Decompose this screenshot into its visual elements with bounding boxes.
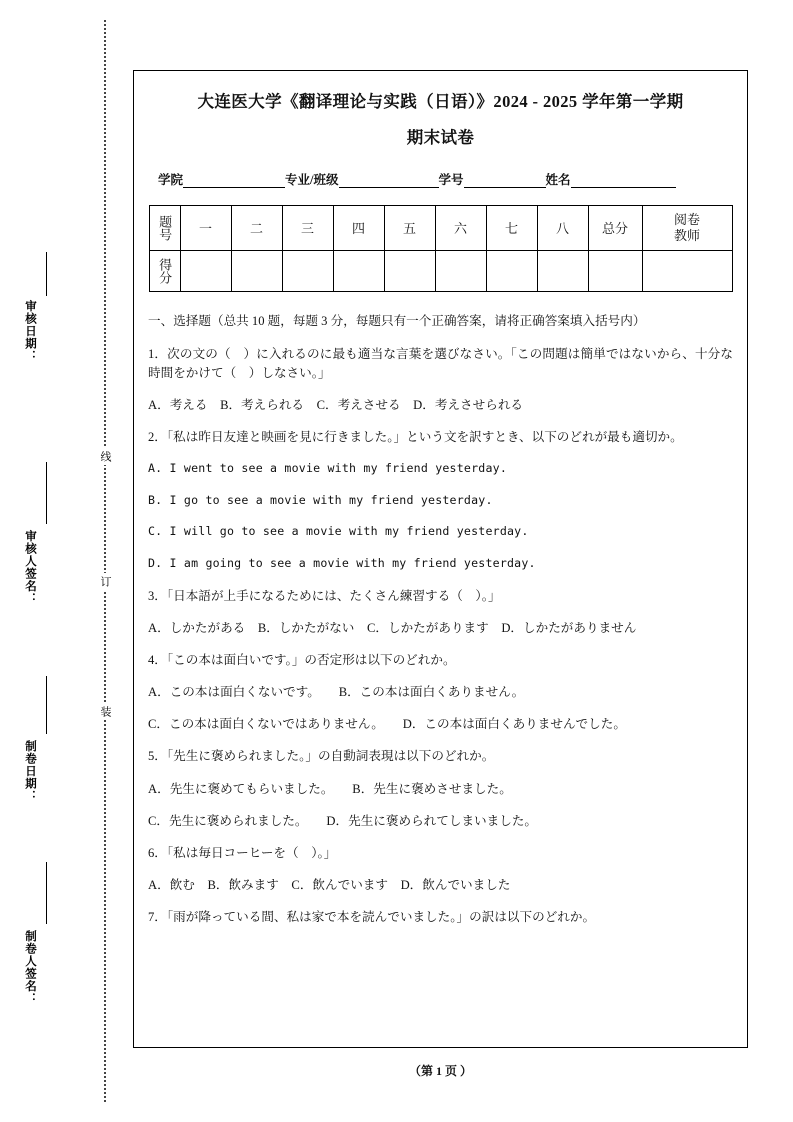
question-2-option-d: D. I am going to see a movie with my friend yesterday. [148,556,536,571]
margin-label-reviewer-signature: 审核人签名： [24,530,36,605]
field-major-class [285,170,438,188]
question-2-option-a: A. I went to see a movie with my friend yesterday. [148,461,508,476]
score-col-7: 七 [486,205,537,250]
field-college-blank[interactable] [183,174,285,188]
field-student-id-label: 学号 [438,172,464,187]
margin-label-producer-signature: 制卷人签名： [24,930,36,1005]
question-3-options: A．しかたがある B．しかたがない C．しかたがあります D．しかたがありません [148,620,637,635]
score-cell-2[interactable] [231,250,282,291]
question-4-options-ab: A．この本は面白くないです。 B．この本は面白くありません。 [148,685,525,700]
field-college [158,170,285,188]
margin-rule-3 [46,676,47,734]
question-4-options-cd: C．この本は面白くないではありません。 D．この本は面白くありませんでした。 [148,717,626,732]
field-name-label: 姓名 [545,172,571,187]
question-content-area [148,312,733,928]
field-major-class-label: 专业/班级 [285,172,339,187]
score-col-4: 四 [333,205,384,250]
question-5-stem: 5．「先生に褒められました。」の自動詞表現は以下のどれか。 [148,749,495,764]
field-student-id [439,170,546,188]
question-3-stem: 3．「日本語が上手になるためには、たくさん練習する（ ）。」 [148,588,501,603]
score-cell-4[interactable] [333,250,384,291]
score-col-5: 五 [384,205,435,250]
score-cell-grader[interactable] [642,250,732,291]
score-col-total: 总分 [588,205,642,250]
section-heading: 一、选择题（总共 10 题，每题 3 分，每题只有一个正确答案，请将正确答案填入括号内） [148,313,646,328]
score-col-2: 二 [231,205,282,250]
field-college-label: 学院 [158,172,184,187]
exam-title-line-2: 期末试卷 [406,127,475,147]
score-cell-6[interactable] [435,250,486,291]
grader-label-line-2: 教师 [673,227,700,243]
page-footer: （第 1 页 ） [408,1064,472,1078]
score-table-header-row [149,205,732,250]
grader-label-stack [643,212,732,243]
exam-title-line-1: 大连医大学《翻译理论与实践（日语）》2024 - 2025 学年第一学期 [197,92,684,111]
binding-dotted-line [104,20,106,1102]
question-5-options-ab: A．先生に褒めてもらいました。 B．先生に褒めさせました。 [148,781,512,796]
question-6-stem: 6．「私は毎日コーヒーを（ ）。」 [148,845,337,860]
question-2-option-c: C. I will go to see a movie with my friend yesterday. [148,524,529,539]
score-table-row-label-question [149,205,180,250]
score-cell-3[interactable] [282,250,333,291]
score-label-char-2: 得分 [157,257,173,284]
margin-label-production-date: 制卷日期： [24,740,36,803]
field-student-id-blank[interactable] [464,174,546,188]
student-info-row [158,170,723,188]
score-cell-7[interactable] [486,250,537,291]
question-5-options-cd: C．先生に褒められました。 D．先生に褒められてしまいました。 [148,813,538,828]
score-cell-total[interactable] [588,250,642,291]
score-cell-1[interactable] [180,250,231,291]
score-cell-5[interactable] [384,250,435,291]
margin-rule-1 [46,252,47,296]
exam-paper-frame [133,70,748,1048]
question-6-options: A．飲む B．飲みます C．飲んでいます D．飲んでいました [148,877,511,892]
title-block [134,71,747,148]
score-col-8: 八 [537,205,588,250]
question-1-stem: 1．次の文の（ ）に入れるのに最も適当な言葉を選びなさい。「この問題は簡単ではないから、十分な時間をかけて（ ）しなさい。」 [148,346,733,380]
question-7-stem: 7．「雨が降っている間、私は家で本を読んでいました。」の訳は以下のどれか。 [148,910,596,925]
question-2-option-b: B. I go to see a movie with my friend yesterday. [148,492,493,507]
binding-mark-ding: 订 [97,573,113,590]
grader-label-line-1: 阅卷 [673,212,700,228]
question-1-options: A．考える B．考えられる C．考えさせる D．考えさせられる [148,397,524,412]
score-table-row-label-score [149,250,180,291]
margin-label-review-date: 审核日期： [24,300,36,363]
field-name [546,170,676,188]
margin-rule-2 [46,462,47,524]
field-name-blank[interactable] [571,174,676,188]
binding-mark-xian: 线 [97,448,113,465]
left-margin-annotations [0,0,78,1122]
field-major-class-blank[interactable] [339,174,439,188]
score-col-3: 三 [282,205,333,250]
score-col-1: 一 [180,205,231,250]
binding-mark-zhuang: 装 [97,703,113,720]
score-table [149,205,733,292]
score-label-char-1: 题号 [157,214,173,241]
score-cell-8[interactable] [537,250,588,291]
question-2-stem: 2．「私は昨日友達と映画を見に行きました。」という文を訳すとき、以下のどれが最も適切か。 [148,430,683,445]
question-4-stem: 4．「この本は面白いです。」の否定形は以下のどれか。 [148,652,456,667]
score-col-6: 六 [435,205,486,250]
score-col-grader [642,205,732,250]
margin-rule-4 [46,862,47,924]
score-table-value-row [149,250,732,291]
